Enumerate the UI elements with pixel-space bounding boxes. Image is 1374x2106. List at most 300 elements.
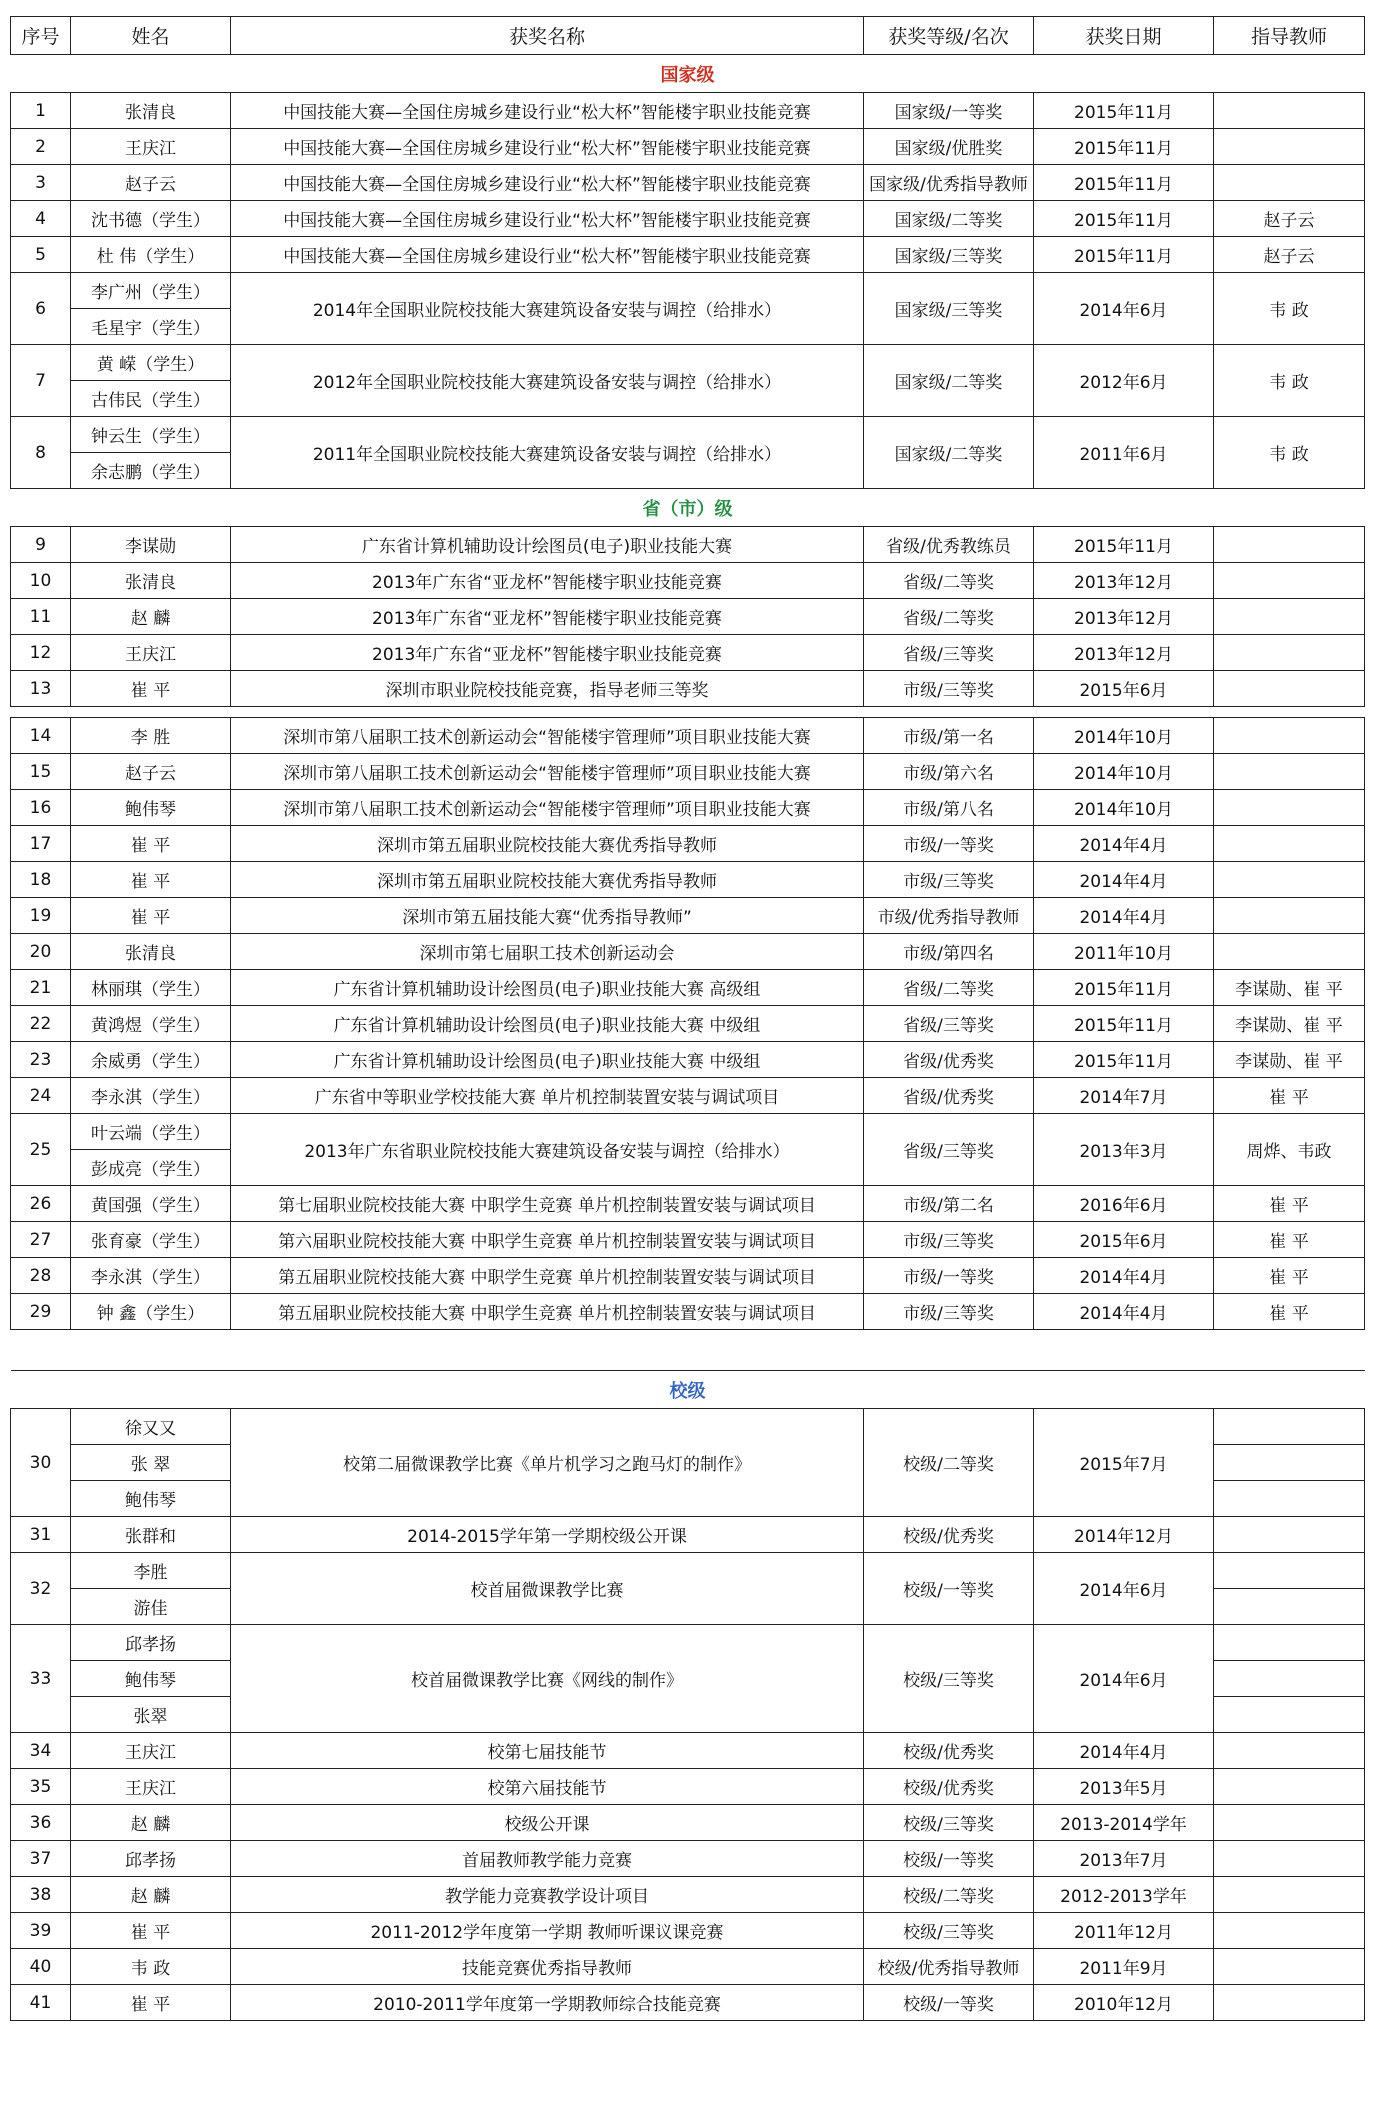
cell-award: 中国技能大赛—全国住房城乡建设行业“松大杯”智能楼宇职业技能竞赛	[231, 165, 864, 201]
cell-name: 钟 鑫（学生）	[71, 1294, 231, 1330]
cell-name: 崔 平	[71, 1913, 231, 1949]
cell-award: 2011年全国职业院校技能大赛建筑设备安装与调控（给排水）	[231, 417, 864, 489]
table-row	[11, 826, 1365, 862]
cell-no: 10	[11, 563, 71, 599]
cell-guide	[1214, 635, 1365, 671]
cell-guide: 韦 政	[1214, 417, 1365, 489]
cell-level: 市级/一等奖	[864, 1258, 1034, 1294]
cell-no: 12	[11, 635, 71, 671]
cell-guide	[1214, 1769, 1365, 1805]
cell-guide	[1214, 934, 1365, 970]
table-row	[11, 671, 1365, 707]
cell-name: 崔 平	[71, 862, 231, 898]
cell-name: 赵子云	[71, 165, 231, 201]
cell-level: 省级/三等奖	[864, 1114, 1034, 1186]
cell-guide	[1214, 1409, 1365, 1445]
cell-date: 2014年10月	[1034, 718, 1214, 754]
cell-no: 33	[11, 1625, 71, 1733]
cell-guide: 崔 平	[1214, 1078, 1365, 1114]
cell-award: 校首届微课教学比赛	[231, 1553, 864, 1625]
cell-date: 2013年5月	[1034, 1769, 1214, 1805]
section-title-national: 国家级	[11, 55, 1365, 93]
cell-award: 校级公开课	[231, 1805, 864, 1841]
cell-award: 2010-2011学年度第一学期教师综合技能竞赛	[231, 1985, 864, 2021]
cell-guide: 李谋勋、崔 平	[1214, 1042, 1365, 1078]
cell-guide: 赵子云	[1214, 201, 1365, 237]
cell-level: 校级/优秀奖	[864, 1517, 1034, 1553]
cell-no: 35	[11, 1769, 71, 1805]
table-row	[11, 527, 1365, 563]
cell-no: 36	[11, 1805, 71, 1841]
cell-award: 2011-2012学年度第一学期 教师听课议课竞赛	[231, 1913, 864, 1949]
table-row	[11, 1042, 1365, 1078]
cell-guide	[1214, 1589, 1365, 1625]
cell-date: 2015年6月	[1034, 1222, 1214, 1258]
cell-date: 2013年12月	[1034, 635, 1214, 671]
cell-name: 毛星宇（学生）	[71, 309, 231, 345]
table-row	[11, 1913, 1365, 1949]
cell-award: 2013年广东省“亚龙杯”智能楼宇职业技能竞赛	[231, 563, 864, 599]
header-date: 获奖日期	[1034, 17, 1214, 55]
cell-no: 21	[11, 970, 71, 1006]
cell-date: 2014年10月	[1034, 754, 1214, 790]
cell-award: 校首届微课教学比赛《网线的制作》	[231, 1625, 864, 1733]
cell-guide	[1214, 1805, 1365, 1841]
cell-level: 校级/一等奖	[864, 1553, 1034, 1625]
cell-level: 校级/优秀奖	[864, 1733, 1034, 1769]
cell-guide	[1214, 1697, 1365, 1733]
cell-name: 张 翠	[71, 1445, 231, 1481]
cell-date: 2014年7月	[1034, 1078, 1214, 1114]
cell-date: 2015年11月	[1034, 201, 1214, 237]
cell-no: 13	[11, 671, 71, 707]
spacer-cell	[11, 707, 1365, 718]
cell-date: 2014年10月	[1034, 790, 1214, 826]
cell-award: 2013年广东省职业院校技能大赛建筑设备安装与调控（给排水）	[231, 1114, 864, 1186]
cell-guide	[1214, 563, 1365, 599]
cell-award: 校第六届技能节	[231, 1769, 864, 1805]
cell-no: 9	[11, 527, 71, 563]
cell-award: 2014-2015学年第一学期校级公开课	[231, 1517, 864, 1553]
cell-level: 校级/优秀指导教师	[864, 1949, 1034, 1985]
table-row	[11, 1625, 1365, 1661]
cell-name: 李 胜	[71, 718, 231, 754]
table-row	[11, 1553, 1365, 1589]
table-row	[11, 1078, 1365, 1114]
cell-date: 2012-2013学年	[1034, 1877, 1214, 1913]
cell-name: 李永淇（学生）	[71, 1078, 231, 1114]
cell-award: 2013年广东省“亚龙杯”智能楼宇职业技能竞赛	[231, 599, 864, 635]
cell-no: 14	[11, 718, 71, 754]
cell-level: 国家级/二等奖	[864, 201, 1034, 237]
cell-no: 18	[11, 862, 71, 898]
cell-no: 40	[11, 1949, 71, 1985]
cell-no: 16	[11, 790, 71, 826]
cell-level: 市级/第四名	[864, 934, 1034, 970]
cell-date: 2013年3月	[1034, 1114, 1214, 1186]
cell-no: 1	[11, 93, 71, 129]
cell-award: 第六届职业院校技能大赛 中职学生竞赛 单片机控制装置安装与调试项目	[231, 1222, 864, 1258]
table-row	[11, 201, 1365, 237]
cell-name: 叶云端（学生）	[71, 1114, 231, 1150]
table-row	[11, 237, 1365, 273]
cell-level: 国家级/优胜奖	[864, 129, 1034, 165]
cell-date: 2014年6月	[1034, 1553, 1214, 1625]
table-row	[11, 599, 1365, 635]
cell-name: 王庆江	[71, 1769, 231, 1805]
cell-name: 彭成亮（学生）	[71, 1150, 231, 1186]
cell-award: 广东省计算机辅助设计绘图员(电子)职业技能大赛 中级组	[231, 1006, 864, 1042]
cell-guide	[1214, 826, 1365, 862]
cell-name: 黄国强（学生）	[71, 1186, 231, 1222]
cell-level: 校级/一等奖	[864, 1985, 1034, 2021]
cell-level: 校级/优秀奖	[864, 1769, 1034, 1805]
cell-date: 2014年6月	[1034, 1625, 1214, 1733]
cell-no: 22	[11, 1006, 71, 1042]
cell-award: 深圳市第八届职工技术创新运动会“智能楼宇管理师”项目职业技能大赛	[231, 790, 864, 826]
cell-date: 2014年4月	[1034, 862, 1214, 898]
section-title-provincial: 省（市）级	[11, 489, 1365, 527]
cell-date: 2015年7月	[1034, 1409, 1214, 1517]
cell-level: 市级/三等奖	[864, 1222, 1034, 1258]
cell-level: 市级/三等奖	[864, 671, 1034, 707]
cell-guide	[1214, 898, 1365, 934]
cell-award: 中国技能大赛—全国住房城乡建设行业“松大杯”智能楼宇职业技能竞赛	[231, 129, 864, 165]
cell-award: 深圳市第五届职业院校技能大赛优秀指导教师	[231, 862, 864, 898]
cell-level: 国家级/三等奖	[864, 273, 1034, 345]
cell-date: 2014年4月	[1034, 1294, 1214, 1330]
cell-no: 26	[11, 1186, 71, 1222]
table-row	[11, 1294, 1365, 1330]
cell-name: 崔 平	[71, 898, 231, 934]
cell-level: 省级/二等奖	[864, 599, 1034, 635]
cell-date: 2011年12月	[1034, 1913, 1214, 1949]
cell-guide: 崔 平	[1214, 1258, 1365, 1294]
cell-guide: 李谋勋、崔 平	[1214, 1006, 1365, 1042]
cell-level: 省级/二等奖	[864, 970, 1034, 1006]
cell-level: 校级/二等奖	[864, 1877, 1034, 1913]
table-row	[11, 934, 1365, 970]
cell-name: 林丽琪（学生）	[71, 970, 231, 1006]
cell-date: 2015年11月	[1034, 527, 1214, 563]
cell-no: 11	[11, 599, 71, 635]
header-row	[11, 17, 1365, 55]
cell-level: 省级/三等奖	[864, 635, 1034, 671]
cell-award: 技能竞赛优秀指导教师	[231, 1949, 864, 1985]
cell-award: 广东省中等职业学校技能大赛 单片机控制装置安装与调试项目	[231, 1078, 864, 1114]
cell-name: 张翠	[71, 1697, 231, 1733]
cell-name: 赵 麟	[71, 1877, 231, 1913]
cell-guide	[1214, 129, 1365, 165]
cell-no: 34	[11, 1733, 71, 1769]
cell-name: 崔 平	[71, 1985, 231, 2021]
cell-no: 15	[11, 754, 71, 790]
table-row	[11, 1006, 1365, 1042]
cell-name: 王庆江	[71, 129, 231, 165]
table-row	[11, 1186, 1365, 1222]
section-title-school: 校级	[11, 1371, 1365, 1409]
cell-level: 校级/三等奖	[864, 1805, 1034, 1841]
section-row-school	[11, 1371, 1365, 1409]
cell-name: 黄 嵘（学生）	[71, 345, 231, 381]
cell-level: 省级/优秀奖	[864, 1078, 1034, 1114]
cell-name: 余志鹏（学生）	[71, 453, 231, 489]
cell-award: 2014年全国职业院校技能大赛建筑设备安装与调控（给排水）	[231, 273, 864, 345]
cell-award: 校第七届技能节	[231, 1733, 864, 1769]
cell-level: 省级/二等奖	[864, 563, 1034, 599]
cell-name: 张育豪（学生）	[71, 1222, 231, 1258]
cell-date: 2015年11月	[1034, 1042, 1214, 1078]
cell-level: 省级/三等奖	[864, 1006, 1034, 1042]
cell-date: 2015年6月	[1034, 671, 1214, 707]
cell-guide	[1214, 599, 1365, 635]
cell-name: 崔 平	[71, 826, 231, 862]
cell-award: 第五届职业院校技能大赛 中职学生竞赛 单片机控制装置安装与调试项目	[231, 1294, 864, 1330]
cell-name: 李永淇（学生）	[71, 1258, 231, 1294]
cell-no: 17	[11, 826, 71, 862]
table-row	[11, 1985, 1365, 2021]
cell-no: 41	[11, 1985, 71, 2021]
table-row	[11, 1769, 1365, 1805]
table-row	[11, 93, 1365, 129]
cell-date: 2014年4月	[1034, 1733, 1214, 1769]
cell-date: 2013年12月	[1034, 563, 1214, 599]
awards-table	[10, 16, 1365, 2021]
cell-guide	[1214, 93, 1365, 129]
cell-guide	[1214, 1877, 1365, 1913]
cell-name: 赵 麟	[71, 1805, 231, 1841]
section-row-national	[11, 55, 1365, 93]
cell-name: 李广州（学生）	[71, 273, 231, 309]
cell-date: 2016年6月	[1034, 1186, 1214, 1222]
cell-guide: 崔 平	[1214, 1294, 1365, 1330]
cell-no: 23	[11, 1042, 71, 1078]
table-row	[11, 970, 1365, 1006]
cell-date: 2011年6月	[1034, 417, 1214, 489]
cell-name: 鲍伟琴	[71, 1481, 231, 1517]
cell-guide	[1214, 1625, 1365, 1661]
cell-date: 2014年6月	[1034, 273, 1214, 345]
cell-guide	[1214, 754, 1365, 790]
header-no: 序号	[11, 17, 71, 55]
cell-no: 37	[11, 1841, 71, 1877]
cell-level: 市级/优秀指导教师	[864, 898, 1034, 934]
table-body	[11, 55, 1365, 2021]
table-row	[11, 1877, 1365, 1913]
cell-name: 李谋勋	[71, 527, 231, 563]
cell-no: 31	[11, 1517, 71, 1553]
table-row	[11, 898, 1365, 934]
cell-no: 7	[11, 345, 71, 417]
cell-guide	[1214, 165, 1365, 201]
cell-level: 市级/三等奖	[864, 1294, 1034, 1330]
cell-date: 2015年11月	[1034, 165, 1214, 201]
table-row	[11, 754, 1365, 790]
cell-level: 国家级/三等奖	[864, 237, 1034, 273]
cell-award: 第七届职业院校技能大赛 中职学生竞赛 单片机控制装置安装与调试项目	[231, 1186, 864, 1222]
cell-date: 2010年12月	[1034, 1985, 1214, 2021]
cell-name: 邱孝扬	[71, 1841, 231, 1877]
table-row	[11, 1222, 1365, 1258]
table-row	[11, 1805, 1365, 1841]
cell-level: 国家级/二等奖	[864, 417, 1034, 489]
cell-no: 29	[11, 1294, 71, 1330]
cell-no: 20	[11, 934, 71, 970]
cell-no: 19	[11, 898, 71, 934]
cell-name: 徐又又	[71, 1409, 231, 1445]
cell-guide: 崔 平	[1214, 1222, 1365, 1258]
cell-level: 校级/三等奖	[864, 1913, 1034, 1949]
cell-level: 市级/一等奖	[864, 826, 1034, 862]
cell-name: 邱孝扬	[71, 1625, 231, 1661]
cell-guide	[1214, 862, 1365, 898]
cell-guide: 韦 政	[1214, 273, 1365, 345]
cell-award: 深圳市第五届职业院校技能大赛优秀指导教师	[231, 826, 864, 862]
cell-no: 39	[11, 1913, 71, 1949]
cell-guide	[1214, 1985, 1365, 2021]
cell-name: 崔 平	[71, 671, 231, 707]
cell-award: 中国技能大赛—全国住房城乡建设行业“松大杯”智能楼宇职业技能竞赛	[231, 201, 864, 237]
cell-level: 国家级/一等奖	[864, 93, 1034, 129]
cell-award: 中国技能大赛—全国住房城乡建设行业“松大杯”智能楼宇职业技能竞赛	[231, 93, 864, 129]
cell-award: 中国技能大赛—全国住房城乡建设行业“松大杯”智能楼宇职业技能竞赛	[231, 237, 864, 273]
cell-award: 广东省计算机辅助设计绘图员(电子)职业技能大赛 高级组	[231, 970, 864, 1006]
cell-name: 沈书德（学生）	[71, 201, 231, 237]
cell-no: 30	[11, 1409, 71, 1517]
cell-level: 校级/二等奖	[864, 1409, 1034, 1517]
cell-no: 8	[11, 417, 71, 489]
cell-date: 2014年4月	[1034, 826, 1214, 862]
cell-date: 2014年4月	[1034, 898, 1214, 934]
cell-date: 2015年11月	[1034, 129, 1214, 165]
table-row	[11, 345, 1365, 381]
cell-name: 杜 伟（学生）	[71, 237, 231, 273]
cell-no: 24	[11, 1078, 71, 1114]
cell-guide	[1214, 1445, 1365, 1481]
cell-date: 2011年10月	[1034, 934, 1214, 970]
cell-level: 市级/第八名	[864, 790, 1034, 826]
cell-award: 深圳市第五届技能大赛“优秀指导教师”	[231, 898, 864, 934]
cell-no: 25	[11, 1114, 71, 1186]
cell-date: 2015年11月	[1034, 93, 1214, 129]
cell-level: 市级/三等奖	[864, 862, 1034, 898]
cell-guide: 周烨、韦政	[1214, 1114, 1365, 1186]
cell-guide	[1214, 1661, 1365, 1697]
cell-name: 余威勇（学生）	[71, 1042, 231, 1078]
cell-no: 3	[11, 165, 71, 201]
cell-guide	[1214, 718, 1365, 754]
cell-guide	[1214, 671, 1365, 707]
table-row	[11, 1114, 1365, 1150]
cell-guide	[1214, 527, 1365, 563]
cell-no: 4	[11, 201, 71, 237]
cell-no: 28	[11, 1258, 71, 1294]
cell-name: 张群和	[71, 1517, 231, 1553]
table-row	[11, 718, 1365, 754]
cell-award: 深圳市第八届职工技术创新运动会“智能楼宇管理师”项目职业技能大赛	[231, 754, 864, 790]
table-row	[11, 862, 1365, 898]
cell-name: 黄鸿煜（学生）	[71, 1006, 231, 1042]
cell-level: 国家级/优秀指导教师	[864, 165, 1034, 201]
cell-guide: 崔 平	[1214, 1186, 1365, 1222]
cell-date: 2015年11月	[1034, 970, 1214, 1006]
cell-level: 市级/第六名	[864, 754, 1034, 790]
table-row	[11, 129, 1365, 165]
table-row	[11, 1258, 1365, 1294]
cell-no: 32	[11, 1553, 71, 1625]
cell-date: 2014年4月	[1034, 1258, 1214, 1294]
table-row	[11, 1409, 1365, 1445]
cell-name: 李胜	[71, 1553, 231, 1589]
table-row	[11, 1949, 1365, 1985]
cell-name: 鲍伟琴	[71, 1661, 231, 1697]
cell-guide	[1214, 1517, 1365, 1553]
cell-date: 2013年7月	[1034, 1841, 1214, 1877]
cell-name: 王庆江	[71, 1733, 231, 1769]
cell-date: 2014年12月	[1034, 1517, 1214, 1553]
cell-level: 市级/第二名	[864, 1186, 1034, 1222]
cell-award: 深圳市职业院校技能竞赛，指导老师三等奖	[231, 671, 864, 707]
cell-level: 国家级/二等奖	[864, 345, 1034, 417]
cell-date: 2013-2014学年	[1034, 1805, 1214, 1841]
table-row	[11, 790, 1365, 826]
cell-no: 6	[11, 273, 71, 345]
table-row	[11, 1517, 1365, 1553]
cell-guide: 李谋勋、崔 平	[1214, 970, 1365, 1006]
cell-date: 2013年12月	[1034, 599, 1214, 635]
cell-name: 钟云生（学生）	[71, 417, 231, 453]
cell-guide	[1214, 1481, 1365, 1517]
spacer-row	[11, 1330, 1365, 1371]
cell-level: 省级/优秀教练员	[864, 527, 1034, 563]
cell-award: 校第二届微课教学比赛《单片机学习之跑马灯的制作》	[231, 1409, 864, 1517]
cell-name: 张清良	[71, 934, 231, 970]
cell-level: 校级/一等奖	[864, 1841, 1034, 1877]
cell-name: 鲍伟琴	[71, 790, 231, 826]
cell-date: 2015年11月	[1034, 237, 1214, 273]
cell-guide	[1214, 1553, 1365, 1589]
cell-level: 校级/三等奖	[864, 1625, 1034, 1733]
cell-no: 27	[11, 1222, 71, 1258]
cell-award: 第五届职业院校技能大赛 中职学生竞赛 单片机控制装置安装与调试项目	[231, 1258, 864, 1294]
cell-no: 2	[11, 129, 71, 165]
cell-name: 张清良	[71, 563, 231, 599]
table-row	[11, 1733, 1365, 1769]
cell-guide	[1214, 1949, 1365, 1985]
cell-guide: 韦 政	[1214, 345, 1365, 417]
section-row-provincial	[11, 489, 1365, 527]
table-row	[11, 165, 1365, 201]
cell-no: 5	[11, 237, 71, 273]
cell-guide: 赵子云	[1214, 237, 1365, 273]
header-name: 姓名	[71, 17, 231, 55]
cell-name: 韦 政	[71, 1949, 231, 1985]
cell-name: 赵子云	[71, 754, 231, 790]
cell-award: 广东省计算机辅助设计绘图员(电子)职业技能大赛 中级组	[231, 1042, 864, 1078]
table-row	[11, 563, 1365, 599]
table-row	[11, 417, 1365, 453]
cell-award: 2013年广东省“亚龙杯”智能楼宇职业技能竞赛	[231, 635, 864, 671]
cell-guide	[1214, 1733, 1365, 1769]
spacer-row	[11, 707, 1365, 718]
cell-award: 广东省计算机辅助设计绘图员(电子)职业技能大赛	[231, 527, 864, 563]
cell-date: 2015年11月	[1034, 1006, 1214, 1042]
table-row	[11, 1841, 1365, 1877]
cell-no: 38	[11, 1877, 71, 1913]
cell-level: 市级/第一名	[864, 718, 1034, 754]
cell-award: 深圳市第八届职工技术创新运动会“智能楼宇管理师”项目职业技能大赛	[231, 718, 864, 754]
cell-date: 2012年6月	[1034, 345, 1214, 417]
